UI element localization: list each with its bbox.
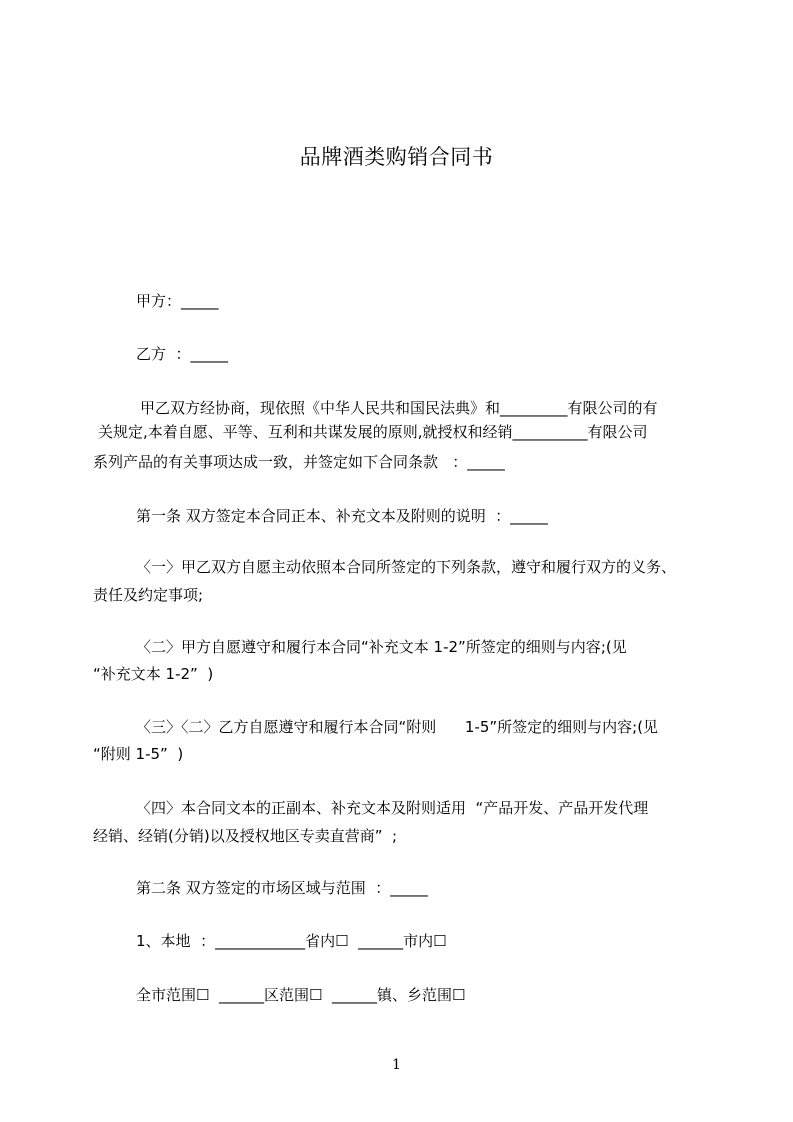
article-2-heading: 第二条 双方签定的市场区域与范围 ：_____ xyxy=(136,879,428,897)
clause-2-line-2: “补充文本 1-2” ) xyxy=(93,665,214,683)
party-b-line: 乙方 ：_____ xyxy=(136,345,229,363)
page-number: 1 xyxy=(392,1057,401,1073)
article-1-heading: 第一条 双方签定本合同正本、补充文本及附则的说明 ：_____ xyxy=(136,507,548,525)
clause-1-line-2: 责任及约定事项; xyxy=(93,586,204,604)
preamble-line-1: 甲乙双方经协商，现依照《中华人民共和国民法典》和_________有限公司的有 xyxy=(140,399,658,417)
clause-4-line-1: 〈四〉本合同文本的正副本、补充文本及附则适用 “产品开发、产品开发代理 xyxy=(136,799,649,817)
clause-3-line-2: “附则 1-5” ) xyxy=(93,745,184,763)
preamble-line-3: 系列产品的有关事项达成一致，并签定如下合同条款 ：_____ xyxy=(93,453,505,471)
clause-3-line-1: 〈三〉〈二〉乙方自愿遵守和履行本合同“附则 1-5”所签定的细则与内容;(见 xyxy=(136,718,659,736)
region-local-line: 1、本地 ：____________省内☐ ______市内☐ xyxy=(136,932,447,950)
clause-4-line-2: 经销、经销(分销)以及授权地区专卖直营商” ; xyxy=(93,827,398,845)
region-scope-line: 全市范围☐ ______区范围☐ ______镇、乡范围☐ xyxy=(136,986,466,1004)
clause-2-line-1: 〈二〉甲方自愿遵守和履行本合同“补充文本 1-2”所签定的细则与内容;(见 xyxy=(136,638,627,656)
clause-1-line-1: 〈一〉甲乙双方自愿主动依照本合同所签定的下列条款，遵守和履行双方的义务、 xyxy=(136,558,677,576)
preamble-line-2: 关规定,本着自愿、平等、互利和共谋发展的原则,就授权和经销__________有限公司 xyxy=(98,423,648,441)
document-title: 品牌酒类购销合同书 xyxy=(299,145,494,169)
party-a-line: 甲方：_____ xyxy=(136,292,219,310)
